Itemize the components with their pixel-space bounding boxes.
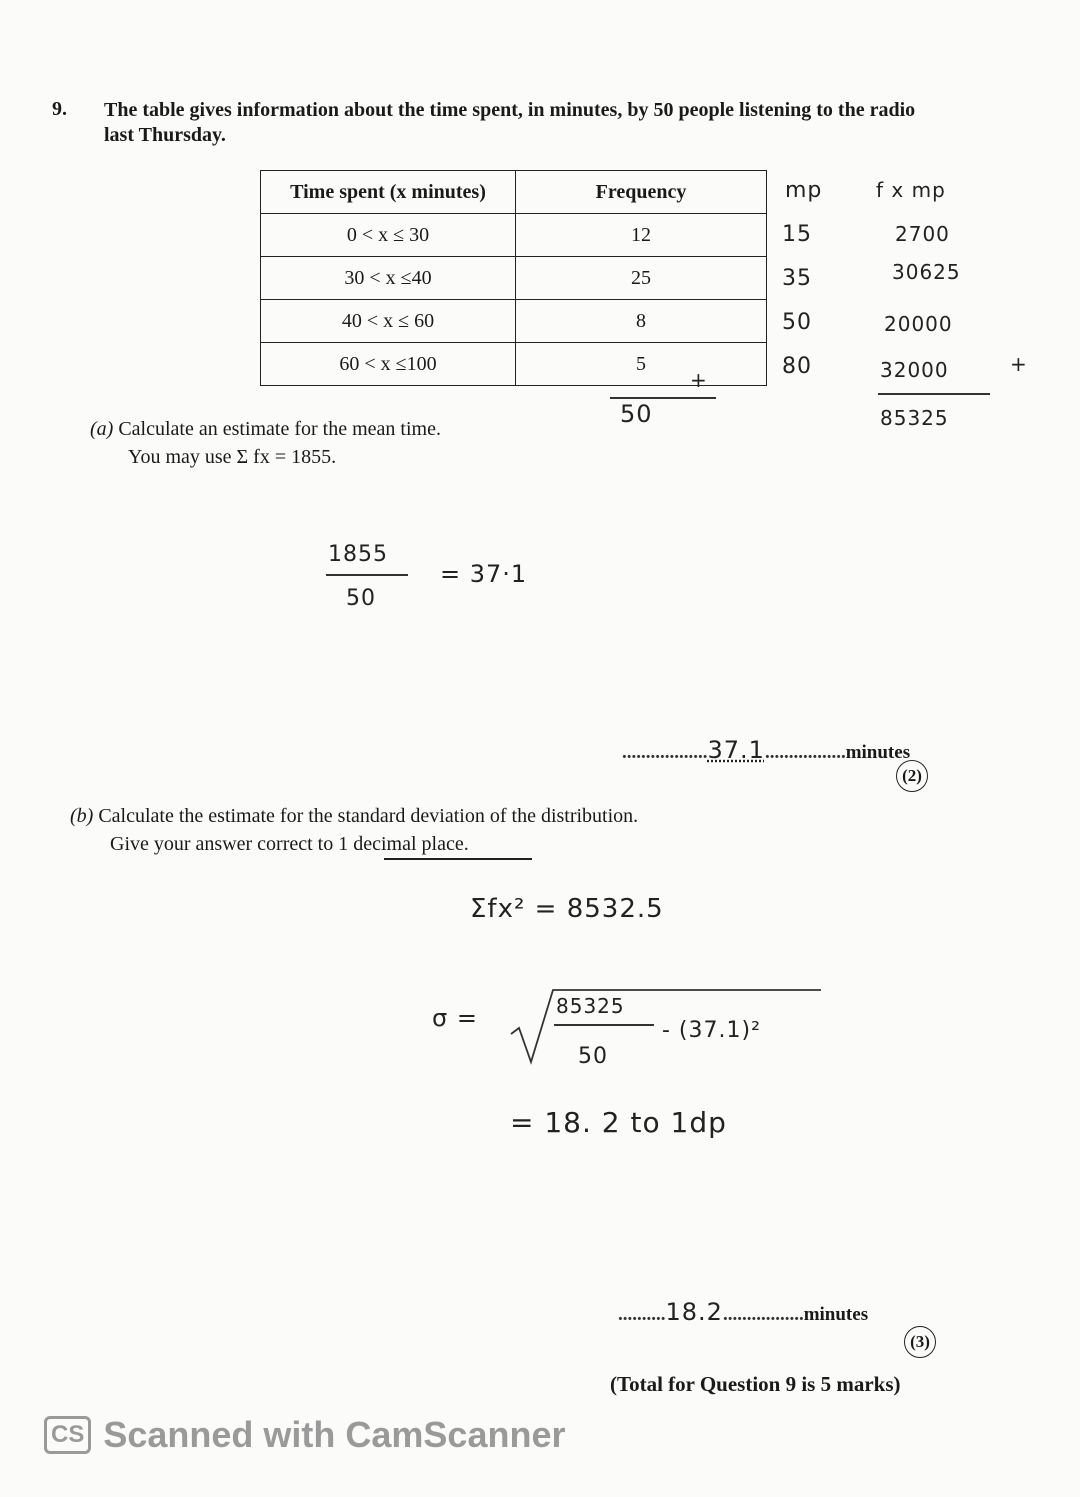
hw-mp-header: mp: [785, 178, 823, 203]
hw-sum-line: [610, 397, 716, 399]
hw-fraction-denominator: 50: [346, 586, 376, 611]
camscanner-text: Scanned with CamScanner: [103, 1414, 566, 1455]
table-cell-frequency: 8: [516, 300, 767, 343]
part-a-marks: (2): [896, 760, 928, 792]
hw-sd-result: = 18. 2 to 1dp: [510, 1106, 727, 1139]
table-cell-interval: 30 < x ≤40: [261, 257, 516, 300]
hw-mp-value: 80: [782, 354, 812, 379]
part-b-label: (b): [70, 805, 94, 827]
part-a-marks-wrap: [896, 760, 928, 792]
part-b-line2: Give your answer correct to 1 decimal place.: [110, 833, 469, 855]
hw-fxmp-value: 32000: [880, 358, 949, 382]
table-cell-frequency: 12: [516, 214, 767, 257]
table-header-frequency: Frequency: [516, 171, 767, 214]
part-b-question: [70, 802, 638, 858]
table-cell-frequency: 5: [516, 343, 767, 386]
part-b-unit: minutes: [803, 1304, 869, 1325]
question-text: The table gives information about the time spent, in minutes, by 50 people listening to the radio last Thursday.: [104, 99, 916, 146]
table-cell-interval: 0 < x ≤ 30: [261, 214, 516, 257]
part-a-unit: minutes: [845, 742, 911, 763]
hw-sum-line: [878, 393, 990, 395]
hw-sum-fx2: Σfx² = 8532.5: [470, 894, 664, 924]
table-cell-interval: 40 < x ≤ 60: [261, 300, 516, 343]
underline-mark: [384, 858, 532, 860]
part-a-question: [90, 415, 441, 471]
part-b-line1: Calculate the estimate for the standard deviation of the distribution.: [98, 805, 639, 827]
hw-fraction-bar: [326, 574, 408, 576]
hw-sqrt-denominator: 50: [578, 1044, 608, 1069]
hw-fraction-numerator: 1855: [328, 542, 388, 567]
hw-fxmp-value: 2700: [895, 222, 950, 246]
part-b-answer-line: ..........18.2.................minutes: [618, 1298, 869, 1326]
hw-fxmp-value: 30625: [892, 260, 961, 284]
hw-fxmp-value: 20000: [884, 312, 953, 336]
part-b-marks-wrap: [904, 1326, 936, 1358]
table-header-time: Time spent (x minutes): [261, 171, 516, 214]
hw-mp-value: 35: [782, 266, 812, 291]
question-number: 9.: [52, 98, 67, 120]
part-b-answer: 18.2: [665, 1298, 723, 1326]
hw-fxmp-total: 85325: [880, 406, 949, 430]
table-cell-interval: 60 < x ≤100: [261, 343, 516, 386]
hw-mp-value: 15: [782, 222, 812, 247]
hw-sqrt-fraction-bar: [554, 1024, 654, 1026]
part-b-marks: (3): [904, 1326, 936, 1358]
hw-mean-result: = 37·1: [440, 560, 528, 588]
question-total: (Total for Question 9 is 5 marks): [610, 1372, 901, 1396]
table-row: [261, 257, 767, 300]
hw-mp-value: 50: [782, 310, 812, 335]
camscanner-logo: CS: [44, 1416, 91, 1454]
table-header-row: [261, 171, 767, 214]
part-a-label: (a): [90, 418, 114, 440]
hw-sqrt-minus: - (37.1)²: [662, 1018, 761, 1043]
part-a-line1: Calculate an estimate for the mean time.: [118, 418, 441, 440]
table-cell-frequency: 25: [516, 257, 767, 300]
hw-plus-sign: +: [1010, 352, 1028, 376]
camscanner-watermark: [44, 1414, 565, 1456]
hw-frequency-total: 50: [620, 400, 653, 428]
hw-sqrt-numerator: 85325: [556, 994, 625, 1018]
part-a-answer-line: ..................37.1.................minutes: [622, 736, 911, 764]
hw-sigma: σ =: [432, 1004, 478, 1032]
table-row: [261, 300, 767, 343]
hw-fxmp-header: f x mp: [876, 178, 946, 202]
part-a-answer: 37.1: [707, 736, 765, 764]
part-a-line2: You may use Σ fx = 1855.: [128, 446, 337, 468]
table-row: [261, 214, 767, 257]
frequency-table: [260, 170, 767, 386]
hw-plus-sign: +: [690, 368, 708, 392]
